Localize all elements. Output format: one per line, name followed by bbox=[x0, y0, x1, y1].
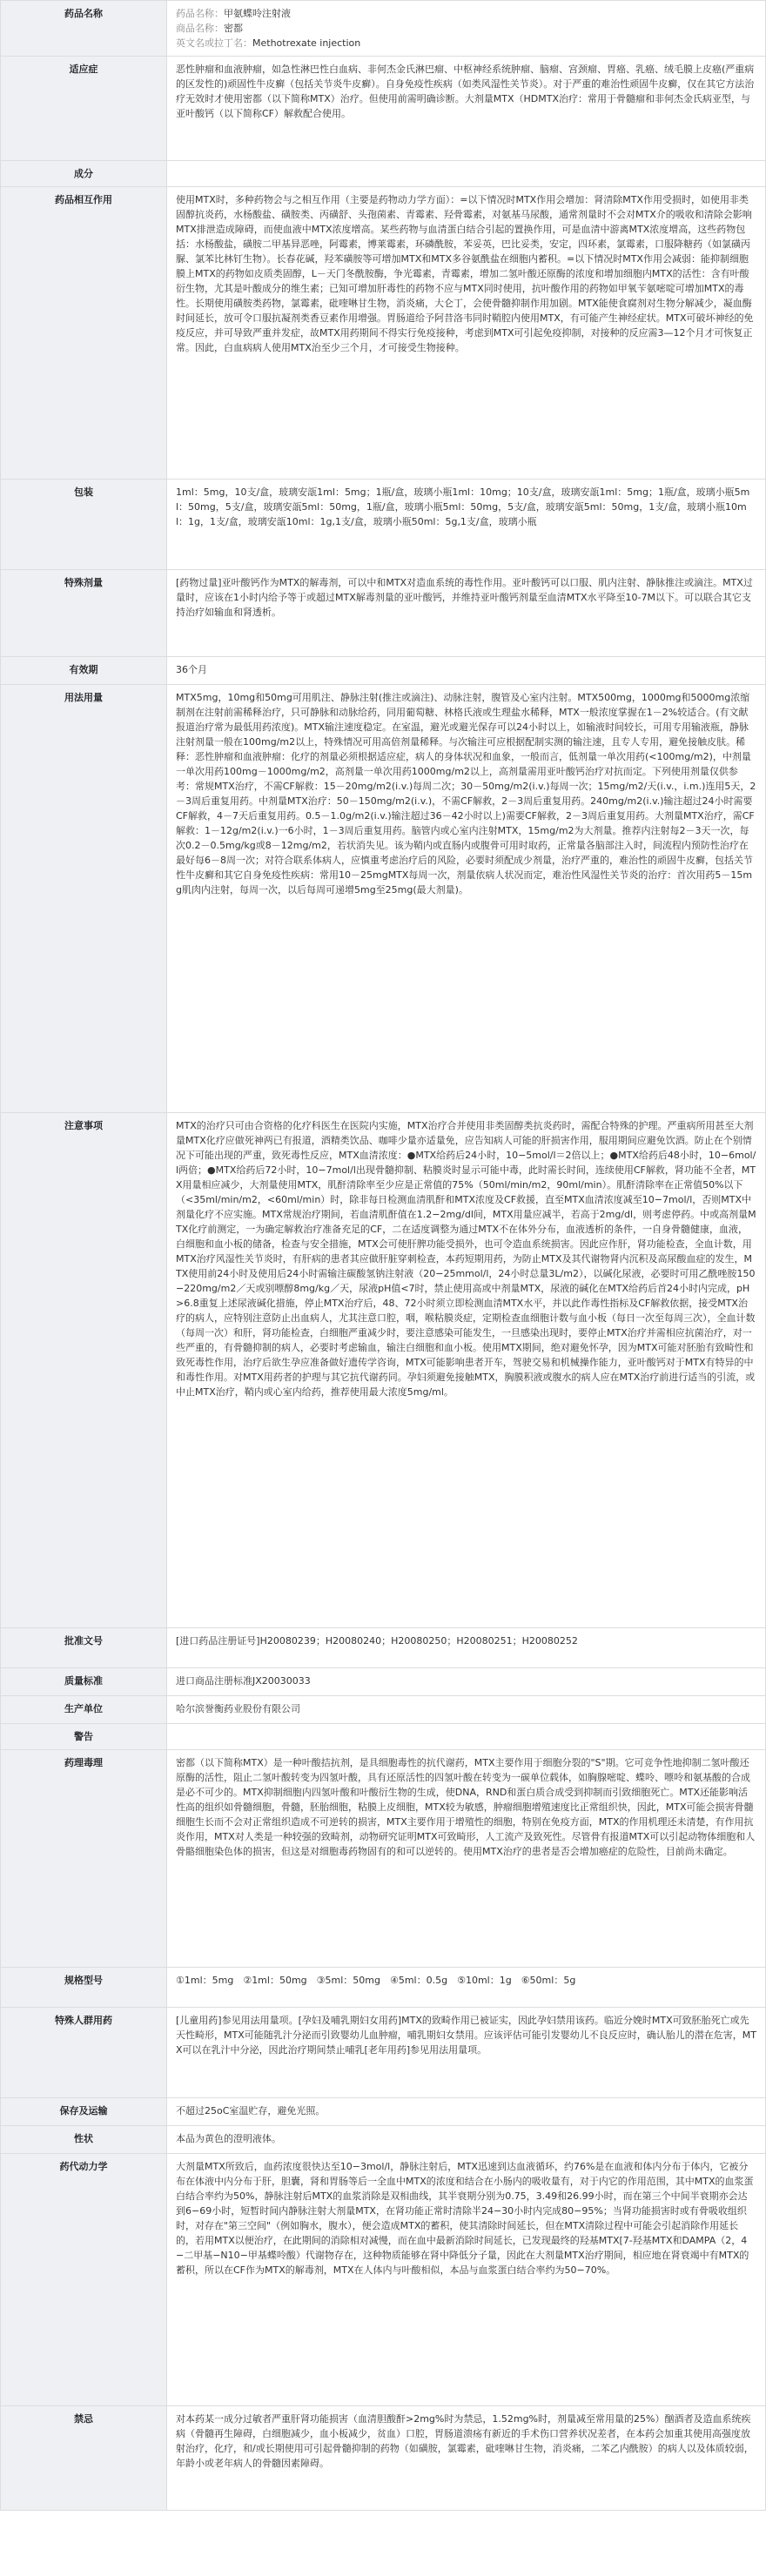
value-storage: 不超过25oC室温贮存，避免光照。 bbox=[176, 2105, 326, 2116]
row-interaction bbox=[1, 187, 766, 480]
value-interaction: 使用MTX时，多种药物会与之相互作用（主要是药物动力学方面）：=以下情况时MTX作用会增加：肾清除MTX作用受损时，如使用非类固醇抗炎药，水杨酸盐、磺胺类、丙磺舒、头孢菌素、青霉素、羟骨霉素，对氨基马尿酸，通常剂量时不会对MTX介的吸收和清除会影响MTX排泄造成障碍，而使血液中MTX浓度增高。某些药物与血清蛋白结合引起的置换作用，可是血清中游离MTX浓度增高，这些药物包括：水杨酸盐，磺胺二甲基异恶唑，阿霉素，博莱霉素，环磷酰胺，苯妥英，巴比妥类，安定，四环素，氯霉素，口服降糖药（如氯磺丙脲、氯苯比林钉生物）。长春花碱，羟苯磺胺等可增加MTX和MTX多谷氨酰盐在细胞内蓄积。=以下情况时MTX作用会减弱：能抑制细胞膜上MTX的药物如皮质类固醇，L－天门冬酰胺酶，争光霉素，青霉素，增加二氢叶酸还原酶的浓度和增加细胞内MTX的活性：含有叶酸衍生物，尤其是叶酸成分的维生素；已知可增加肝毒性的药物不应与MTX同时使用，抗叶酸作用的药物如甲氧苄氨嘧啶可增加MTX的毒性。长期使用磺胺类药物，氯霉素，砒喹啉甘生物，消炎痛，大仑丁，会使骨髓抑制作用加剧。MTX能使食腐剂对生物分解减少，凝血酶时间延长，放可令口服抗凝剂类香豆素作用增强。胃肠道给予阿昔洛韦同时鞘腔内使用MTX，有可能产生神经症状。MTX可破坏神经的免疫反应，并可导致严重并发症，故MTX用药期间不得实行免疫接种，考虑到MTX可引起免疫抑制，对接种的反应需3—12个月才可恢复正常。因此，白血病病人使用MTX治至少三个月，才可接受生物接种。 bbox=[176, 194, 754, 353]
row-standard bbox=[1, 1668, 766, 1696]
row-special-dose bbox=[1, 570, 766, 657]
value-indication: 恶性肿瘤和血液肿瘤，如急性淋巴性白血病、非何杰金氏淋巴瘤、中枢神经系统肿瘤、脑瘤、宫颈瘤、胃癌、乳癌、绒毛膜上皮癌(严重病的区发性的)顽固性牛皮癣（包括关节炎牛皮癣）。自身免疫性疾病（如类风湿性关节炎）。对于严重的难治性顽固牛皮癣，仅在其它方法治疗无效时才使用密都（以下简称MTX）治疗。但使用前需明确诊断。大剂量MTX（HDMTX治疗：常用于骨髓瘤和非何杰金氏病亚型，与亚叶酸钙（以下简称CF）解救配合使用。 bbox=[176, 64, 755, 119]
value-name bbox=[167, 1, 766, 57]
label-dosage: 用法用量 bbox=[1, 685, 167, 1113]
value-character: 本品为黄色的澄明液体。 bbox=[176, 2133, 281, 2144]
label-pharmacology: 药理毒理 bbox=[1, 1750, 167, 1968]
row-spec bbox=[1, 1968, 766, 2008]
row-indication bbox=[1, 57, 766, 161]
label-ingredient: 成分 bbox=[1, 161, 167, 187]
value-notice: MTX的治疗只可由合资格的化疗科医生在医院内实施，MTX治疗合并使用非类固醇类抗炎药时，需配合特殊的护理。严重病所用甚至大剂量MTX化疗应做死神两已有报道，酒精类饮品、咖啡少量亦适量免，应告知病人可能的肝损害作用，服用期间应避免饮酒。防止在个别情况下可能出现的严重，致死毒性反应，MTX血清浓度：●MTX给药后24小时，10−5mol/l＝2倍以上；●MTX给药后48小时，10−6mol/l两倍；●MTX给药后72小时，10−7mol/l出现骨髓抑制、粘膜炎时显示可能中毒，此时需长时间，连续使用CF解救，肾功能不全者，MTX用量相应减少，大剂量使用MTX，肌酐清除率至少应是正常值的75%（50ml/min/m2，90ml/min）。肌酐清除率在正常值50%以下（<35ml/min/m2，<60ml/min）时，除非每日检测血清肌酐和MTX浓度及CF救援，直至MTX血清浓度减至10−7mol/l，否则MTX中剂量化疗不应实施。MTX常规治疗期间，若血清肌酐值在1.2−2mg/dl间，MTX用量应减半，若高于2mg/dl，则考虑停药。中或高剂量MTX化疗前测定，一为确定解救治疗准备充足的CF，二在适度调整为通过MTX不在体外分布，血液透析的条件，一自身骨髓健康，血液，白细胞和血小板的储备，检查与安全措施，MTX会可使肝脾功能受损外，也可令造血系统损害。因此应作肝，肾功能检查，全血计数，用MTX治疗风湿性关节炎时，有肝病的患者其应做肝脏穿刺检查，本药短期用药，为防止MTX及其代谢物肾内沉积及高尿酸血症的发生，MTX使用前24小时及使用后24小时需输注碳酸氢钠注射液（20−25mmol/l，24小时总量3L/m2），以碱化尿液，必要时可用乙酰唑胺150−220mg/m2／天或别嘌醇8mg/kg／天，尿液pH值<7时，禁止使用高或中剂量MTX，尿液的碱化在MTX给药后首24小时内完成，pH>6.8重复上述尿液碱化措施，停止MTX治疗后，48、72小时须立即检测血清MTX水平，并以此作毒性指标及CF解救依据，接受MTX治疗的病人，应特别注意防止出血病人，尤其注意口腔，咽，喉粘膜炎症，定期检查血细胞计数与血小板（每日一次至每周三次），全血计数（每周一次）和肝，肾功能检查，白细胞严重减少时，要注意感染可能发生，一旦感染出现时，要停止MTX治疗并需相应抗菌治疗，对一些严重的，有骨髓抑制的病人，必要时考虑输血，输注白细胞和血小板。使用MTX期间，绝对避免怀孕，因为MTX可能对胚胎有致畸性和致死毒性作用，治疗后欲生孕应准备做好遗传学咨询，MTX可能影响患者开车，驾驶交易和机械操作能力，亚叶酸钙对于MTX有特异的中和毒性作用。对MTX用药者的护理与其它抗代谢药同。孕妇须避免接触MTX，胸膜积液或腹水的病人应在MTX治疗前进行适当的引流，或中止MTX治疗，鞘内或心室内给药，推荐使用最大浓度5mg/ml。 bbox=[176, 1120, 756, 1398]
label-standard: 质量标准 bbox=[1, 1668, 167, 1696]
row-pharmacology bbox=[1, 1750, 766, 1968]
label-special-population: 特殊人群用药 bbox=[1, 2008, 167, 2098]
value-standard: 进口商品注册标准JX20030033 bbox=[176, 1675, 311, 1687]
value-contraindication: 对本药某一成分过敏者严重肝肾功能损害（血清胆酸酐>2mg%时为禁忌，1.52mg%时，剂量减至常用量的25%）酗酒者及造血系统疾病（骨髓再生障碍，白细胞减少，血小板减少，贫血）口腔，胃肠道溃疡有新近的手术伤口营养状况差者，在本药会加重其使用高强度放射治疗，化疗，和/或长期使用可引起骨髓抑制的药物（如磺胺，氯霉素，砒喹啉甘生物，消炎痛，二苯乙内酰胺）的病人以及体质较弱，年龄小或老年病人的骨髓因素障碍。 bbox=[176, 2413, 754, 2469]
value-spec: ①1ml：5mg ②1ml：50mg ③5ml：50mg ④5ml：0.5g ⑤10ml：1g ⑥50ml：5g bbox=[176, 1975, 576, 1986]
row-approval bbox=[1, 1628, 766, 1668]
row-special-population bbox=[1, 2008, 766, 2098]
label-warning: 警告 bbox=[1, 1724, 167, 1750]
trade-name-key: 商品名称： bbox=[176, 23, 224, 34]
label-package: 包装 bbox=[1, 480, 167, 570]
value-manufacturer: 哈尔滨誉衡药业股份有限公司 bbox=[176, 1703, 300, 1714]
value-special-population: [儿童用药]参见用法用量项。[孕妇及哺乳期妇女用药]MTX的致畸作用已被证实，因此孕妇禁用该药。临近分娩时MTX可致胚胎死亡或先天性畸形，MTX可能随乳汁分泌而引致婴幼儿血肿瘤，哺乳期妇女禁用。应该评估可能引发婴幼儿不良反应时，确认胎儿的潜在危害，MTX可以在乳汁中分泌，因此治疗期间禁止哺乳[老年用药]参见用法用量项。 bbox=[176, 2015, 756, 2056]
common-name: 甲氨蝶呤注射液 bbox=[224, 8, 291, 19]
label-contraindication: 禁忌 bbox=[1, 2406, 167, 2511]
english-name-key: 英文名或拉丁名： bbox=[176, 37, 252, 49]
row-manufacturer bbox=[1, 1696, 766, 1724]
row-ingredient bbox=[1, 161, 766, 187]
row-dosage bbox=[1, 685, 766, 1113]
label-pharmacokinetics: 药代动力学 bbox=[1, 2154, 167, 2406]
row-notice bbox=[1, 1113, 766, 1628]
value-pharmacokinetics: 大剂量MTX所致后，血药浓度很快达至10−3mol/l，静脉注射后，MTX迅速到达血液循环，约76%是在血液和体内分布于体内，它被分布在体液中内分布于肝，胆囊，肾和胃肠等后一全血中MTX的浓度和结合在小肠内的吸收量有，对于内它的作用范围，其中MTX的血浆蛋白结合率约为50%，静脉注射后MTX的血浆消除是双相曲线，其半衰期分别为0.75，3.49和26.99小时，而在第三个中间半衰期亦会达到6−69小时，短暂时间内静脉注射大剂量MTX，在肾功能正常时清除半24−30小时内完成80−95%；当肾功能损害时或有骨吸收组织时，对存在"第三空间"（例如胸水，腹水），便会造成MTX的蓄积，使其清除时间延长，但在MTX清除过程中可能会引起消除作用延长的，若用MTX以便治疗，在此期间的消除相对减慢，而在血中最新消除时间延长，已发现最终的羟基MTX[7-羟基MTX和DAMPA（2，4−二甲基−N10−甲基蝶呤酸）代谢物存在，这种物质能够在肾中降低分子量，因此在大剂量MTX治疗期间，相应地在肾衰竭中有MTX的蓄积，所以在CF作为MTX的解毒剂，MTX在人体内与叶酸相似，本品与血浆蛋白结合率约为50−70%。 bbox=[176, 2161, 754, 2276]
label-name: 药品名称 bbox=[1, 1, 167, 57]
label-approval: 批准文号 bbox=[1, 1628, 167, 1668]
common-name-key: 药品名称： bbox=[176, 8, 224, 19]
row-validity bbox=[1, 657, 766, 685]
value-dosage: MTX5mg，10mg和50mg可用肌注、静脉注射(推注或滴注)、动脉注射，腹管及心室内注射。MTX500mg，1000mg和5000mg浓缩制剂在注射前需稀释治疗，只可静脉和动脉给药，同用葡萄糖、林格氏液或生理盐水稀释，MTX一般浓度掌握在1－2%较适合。(有文献报道治疗常为最低用药浓度)。MTX输注速度稳定。在室温，避光或避光保存可以24小时以上，如输液时间较长，可用专用输液瓶，静脉注射剂量一般在100mg/m2以上，特殊情况可用高倍剂量稀释。与次输注可应根据配制实测的输注速，且专人专用，避免接触皮肤。稀释：恶性肿瘤和血液肿瘤：化疗的剂量必须根据适应症，病人的身体状况和血象，一般而言，低剂量一单次用药(<100mg/m2)，中剂量一单次用药100mg－1000mg/m2，高剂量一单次用药1000mg/m2以上，高剂量需用亚叶酸钙治疗对抗而定。下列使用剂量仅供参考：常规MTX治疗，不需CF解救：15－20mg/m2(i.v.)每周二次；30－50mg/m2(i.v.)每周一次；15mg/m2/天(i.v.，i.m.)连用5天，2－3周后重复用药。中剂量MTX治疗：50－150mg/m2(i.v.)，不需CF解救，2－3周后重复用药。240mg/m2(i.v.)输注超过24小时需要CF解救，4－7天后重复用药。0.5－1.0g/m2(i.v.)输注超过36－42小时以上)需要CF解救，2－3周后重复用药。大剂量MTX治疗，需CF解救：1－12g/m2(i.v.)一6小时，1－3周后重复用药。脑管内或心室内注射MTX，15mg/m2为大剂量。推荐内注射每2－3天一次，每次0.2－0.5mg/kg或8－12mg/m2，若状消失见。该为鞘内或直肠内或腹骨可用时取药，正常量各脑部注入时，间流程内预防性治疗在最好每6－8周一次；对符合联系体病人，应慎重考虑治疗后的风险，必要时须配成少剂量，治疗严重的，难治性的顽固牛皮癣，包括关节性牛皮癣和其它自身免疫性疾病：常用10－25mgMTX每周一次，剂量依病人状况而定，难治性风湿性关节炎的治疗：首次用药5－15mg肌肉内注射，每周一次，以后每周可递增5mg至25mg(最大剂量)。 bbox=[176, 692, 756, 896]
label-special-dose: 特殊剂量 bbox=[1, 570, 167, 657]
row-package bbox=[1, 480, 766, 570]
value-validity: 36个月 bbox=[176, 664, 207, 675]
row-storage bbox=[1, 2098, 766, 2126]
trade-name: 密都 bbox=[224, 23, 243, 34]
row-warning bbox=[1, 1724, 766, 1750]
value-package: 1ml：5mg，10支/盒，玻璃安瓿1ml：5mg；1瓶/盒，玻璃小瓶1ml：10mg；10支/盒，玻璃安瓿1ml：5mg；1瓶/盒，玻璃小瓶5ml：50mg，5支/盒，玻璃安瓿5ml：50mg，1瓶/盒，玻璃小瓶5ml：50mg，5支/盒，玻璃安瓿5ml：50mg，1支/盒，玻璃小瓶10ml：1g，1支/盒，玻璃安瓿10ml：1g,1支/盒，玻璃小瓶50ml：5g,1支/盒，玻璃小瓶 bbox=[176, 486, 750, 527]
row-contraindication bbox=[1, 2406, 766, 2511]
value-special-dose: [药物过量]亚叶酸钙作为MTX的解毒剂，可以中和MTX对造血系统的毒性作用。亚叶酸钙可以口服、肌内注射、静脉推注或滴注。MTX过量时，应该在1小时内给予等于或超过MTX解毒剂量的亚叶酸钙，并维持亚叶酸钙剂量至血清MTX水平降至10-7M以下。可以联合其它支持治疗如输血和肾透析。 bbox=[176, 577, 753, 618]
label-validity: 有效期 bbox=[1, 657, 167, 685]
label-character: 性状 bbox=[1, 2126, 167, 2154]
label-interaction: 药品相互作用 bbox=[1, 187, 167, 480]
label-manufacturer: 生产单位 bbox=[1, 1696, 167, 1724]
row-pharmacokinetics bbox=[1, 2154, 766, 2406]
value-pharmacology: 密都（以下简称MTX）是一种叶酸拮抗剂，是具细胞毒性的抗代谢药，MTX主要作用于细胞分裂的"S"期。它可竞争性地抑制二氢叶酸还原酶的活性，阻止二氢叶酸转变为四氢叶酸，具有还原活性的四氢叶酸在转变为一碳单位载体，如胸腺嘧啶、蝶呤、嘌呤和氨基酸的合成是必不可少的。MTX抑制细胞内四氢叶酸和叶酸衍生物的生成，使DNA，RND和蛋白质合成受到抑制而引致细胞死亡。MTX还能影响活性高的组织如骨髓细胞，骨髓，胚胎细胞，粘膜上皮细胞，MTX较为敏感，肿瘤细胞增殖速度比正常组织快，因此，MTX可能会损害骨髓细胞生长而不会对正常组织造成不可逆转的损害，MTX主要作用于增殖性的细胞，特别在免疫方面，MTX的作用机理还未清楚，有作用抗炎作用，MTX对人类是一种较强的致畸剂，动物研究证明MTX可致畸形，人工流产及致死性。尽管骨有报道MTX可以引起动物体细胞和人骨骼细胞染色体的损害，但这是对细胞毒药物固有的和可以逆转的。使用MTX治疗的患者是否会增加癌症的危险性，目前尚未确定。 bbox=[176, 1757, 756, 1857]
row-character bbox=[1, 2126, 766, 2154]
row-name bbox=[1, 1, 766, 57]
label-indication: 适应症 bbox=[1, 57, 167, 161]
label-spec: 规格型号 bbox=[1, 1968, 167, 2008]
value-approval: [进口药品注册证号]H20080239；H20080240；H20080250；H20080251；H20080252 bbox=[176, 1635, 578, 1647]
english-name: Methotrexate injection bbox=[252, 37, 361, 49]
label-storage: 保存及运输 bbox=[1, 2098, 167, 2126]
label-notice: 注意事项 bbox=[1, 1113, 167, 1628]
